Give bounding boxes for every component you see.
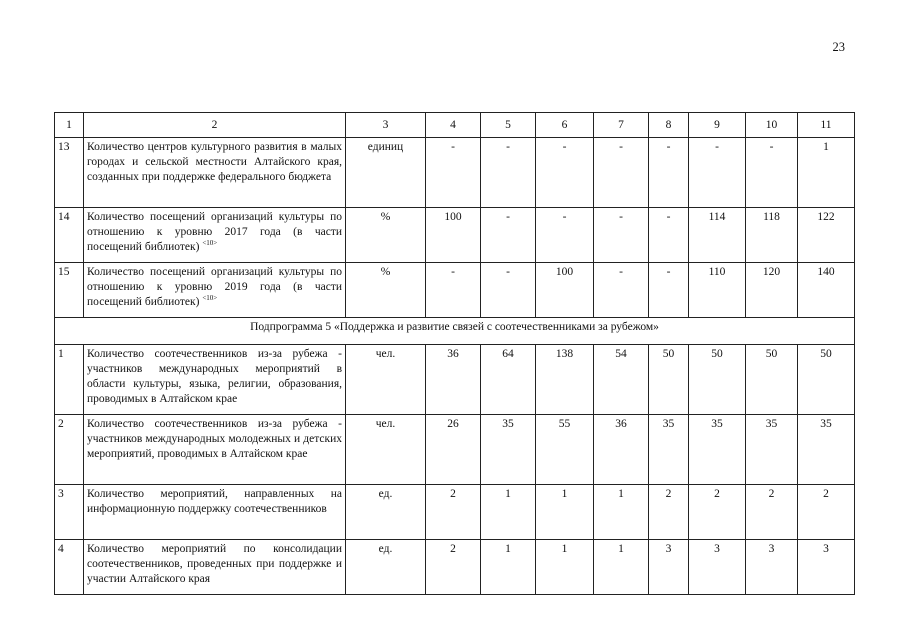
value-cell: 2 [689, 485, 746, 540]
value-cell: 120 [746, 263, 798, 318]
value-cell: 118 [746, 208, 798, 263]
value-cell: 36 [426, 345, 481, 415]
value-cell: 35 [798, 415, 855, 485]
value-cell: 50 [689, 345, 746, 415]
table-row [55, 138, 855, 208]
value-cell: 3 [746, 540, 798, 595]
value-cell: - [594, 138, 649, 208]
value-cell: - [536, 138, 594, 208]
indicator-name: Количество мероприятий, направленных на информационную поддержку соотечественников [84, 485, 346, 540]
value-cell: 1 [481, 485, 536, 540]
indicator-text: Количество посещений организаций культуры по отношению к уровню 2017 года (в части посещений библиотек) [87, 211, 342, 253]
footnote-ref: <10> [202, 239, 218, 248]
header-cell: 10 [746, 113, 798, 138]
header-cell: 7 [594, 113, 649, 138]
value-cell: - [426, 263, 481, 318]
header-cell: 5 [481, 113, 536, 138]
row-number: 4 [55, 540, 84, 595]
value-cell: 26 [426, 415, 481, 485]
row-number: 2 [55, 415, 84, 485]
header-cell: 6 [536, 113, 594, 138]
value-cell: - [481, 138, 536, 208]
header-cell: 11 [798, 113, 855, 138]
unit-cell: единиц [346, 138, 426, 208]
table-row [55, 208, 855, 263]
table-row [55, 415, 855, 485]
header-cell: 9 [689, 113, 746, 138]
header-cell: 2 [84, 113, 346, 138]
value-cell: - [481, 263, 536, 318]
unit-cell: чел. [346, 415, 426, 485]
indicator-name: Количество мероприятий по консолидации соотечественников, проведенных при поддержке и участии Алтайского края [84, 540, 346, 595]
value-cell: 1 [798, 138, 855, 208]
value-cell: 122 [798, 208, 855, 263]
unit-cell: % [346, 208, 426, 263]
value-cell: 1 [594, 540, 649, 595]
indicators-table [54, 112, 855, 595]
value-cell: 50 [649, 345, 689, 415]
header-cell: 4 [426, 113, 481, 138]
indicator-name: Количество соотечественников из-за рубежа - участников международных мероприятий в области культуры, языка, религии, образования, проводимых в Алтайском крае [84, 345, 346, 415]
header-cell: 1 [55, 113, 84, 138]
subprogram-row [55, 318, 855, 345]
unit-cell: % [346, 263, 426, 318]
subprogram-title: Подпрограмма 5 «Поддержка и развитие связей с соотечественниками за рубежом» [55, 318, 855, 345]
value-cell: 1 [481, 540, 536, 595]
value-cell: - [426, 138, 481, 208]
indicator-name [84, 263, 346, 318]
value-cell: - [536, 208, 594, 263]
value-cell: 1 [594, 485, 649, 540]
value-cell: 100 [536, 263, 594, 318]
indicator-text: Количество посещений организаций культуры по отношению к уровню 2019 года (в части посещений библиотек) [87, 266, 342, 308]
value-cell: 2 [746, 485, 798, 540]
value-cell: - [689, 138, 746, 208]
value-cell: 1 [536, 540, 594, 595]
value-cell: 35 [746, 415, 798, 485]
row-number: 3 [55, 485, 84, 540]
value-cell: 36 [594, 415, 649, 485]
table-row [55, 263, 855, 318]
value-cell: 2 [426, 540, 481, 595]
value-cell: 50 [798, 345, 855, 415]
header-row [55, 113, 855, 138]
row-number: 14 [55, 208, 84, 263]
value-cell: 35 [689, 415, 746, 485]
indicator-name: Количество соотечественников из-за рубежа - участников международных молодежных и детских мероприятий, проводимых в Алтайском крае [84, 415, 346, 485]
table-row [55, 485, 855, 540]
value-cell: - [649, 138, 689, 208]
value-cell: 3 [689, 540, 746, 595]
indicator-name [84, 208, 346, 263]
unit-cell: ед. [346, 540, 426, 595]
value-cell: 3 [798, 540, 855, 595]
value-cell: - [481, 208, 536, 263]
unit-cell: ед. [346, 485, 426, 540]
value-cell: - [649, 208, 689, 263]
page-number: 23 [832, 40, 845, 54]
value-cell: 1 [536, 485, 594, 540]
footnote-ref: <10> [202, 294, 218, 303]
value-cell: 110 [689, 263, 746, 318]
value-cell: 3 [649, 540, 689, 595]
value-cell: 100 [426, 208, 481, 263]
value-cell: 64 [481, 345, 536, 415]
value-cell: - [594, 263, 649, 318]
value-cell: 138 [536, 345, 594, 415]
value-cell: 2 [798, 485, 855, 540]
value-cell: 50 [746, 345, 798, 415]
value-cell: 140 [798, 263, 855, 318]
value-cell: 2 [426, 485, 481, 540]
table-row [55, 345, 855, 415]
header-cell: 8 [649, 113, 689, 138]
value-cell: 35 [649, 415, 689, 485]
row-number: 1 [55, 345, 84, 415]
value-cell: 2 [649, 485, 689, 540]
row-number: 15 [55, 263, 84, 318]
table-row [55, 540, 855, 595]
value-cell: - [746, 138, 798, 208]
value-cell: - [594, 208, 649, 263]
indicator-name: Количество центров культурного развития в малых городах и сельской местности Алтайского края, созданных при поддержке федерального бюджета [84, 138, 346, 208]
value-cell: 114 [689, 208, 746, 263]
value-cell: 35 [481, 415, 536, 485]
value-cell: 54 [594, 345, 649, 415]
value-cell: - [649, 263, 689, 318]
unit-cell: чел. [346, 345, 426, 415]
value-cell: 55 [536, 415, 594, 485]
row-number: 13 [55, 138, 84, 208]
header-cell: 3 [346, 113, 426, 138]
